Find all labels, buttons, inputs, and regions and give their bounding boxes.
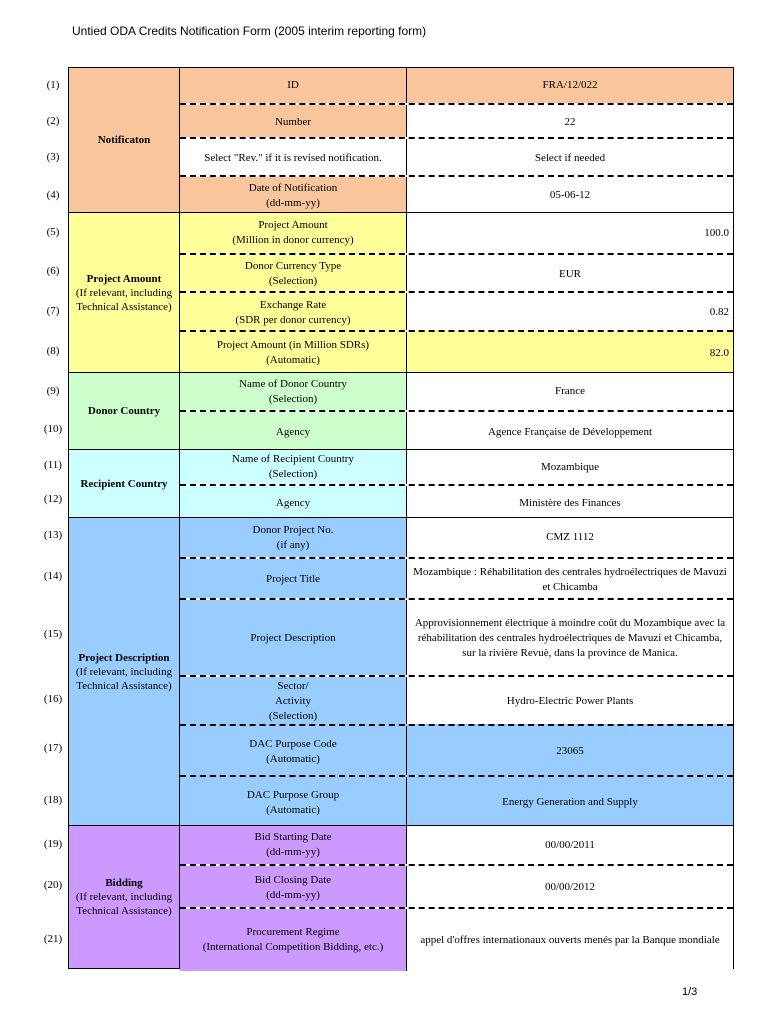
row-number: (18) (43, 794, 63, 806)
row-number: (4) (46, 189, 60, 201)
section-label-recipient-country (69, 450, 180, 517)
dac-purpose-group-value: Energy Generation and Supply (407, 777, 733, 828)
donor-country-select[interactable]: France (555, 385, 585, 397)
row-number: (6) (46, 265, 60, 277)
dac-purpose-code-value: 23065 (407, 726, 733, 777)
field-label: Date of Notification (dd-mm-yy) (180, 177, 407, 214)
bid-starting-date-value[interactable]: 00/00/2011 (545, 838, 595, 851)
row-number: (8) (46, 345, 60, 357)
row-number: (19) (43, 838, 63, 850)
project-amount-value[interactable]: 100.0 (704, 226, 729, 239)
field-label: Name of Recipient Country (Selection) (180, 450, 407, 484)
donor-project-no-value[interactable]: CMZ 1112 (546, 531, 594, 543)
row-number: (3) (46, 151, 60, 163)
row-number: (15) (43, 628, 63, 640)
currency-select[interactable]: EUR (559, 267, 581, 280)
bid-closing-date-value[interactable]: 00/00/2012 (544, 881, 596, 893)
row-number: (12) (43, 493, 63, 505)
field-label: Number (180, 105, 407, 139)
field-label: Exchange Rate (SDR per donor currency) (180, 293, 407, 332)
row-number: (11) (44, 459, 62, 471)
form-row-procurement-regime (180, 907, 733, 971)
page-number: 1/3 (682, 986, 698, 998)
form-row-date-of-notification (180, 175, 733, 214)
form-row-number (180, 103, 733, 139)
section-title: Project Description (78, 651, 170, 664)
form-row-revision (180, 137, 733, 177)
section-label-donor-country (69, 373, 180, 449)
form-row-project-amount (180, 213, 733, 253)
amount-sdr-value: 82.0 (407, 332, 733, 374)
section-title: Project Amount (86, 272, 162, 285)
section-title: Donor Country (87, 405, 161, 417)
number-value[interactable]: 22 (564, 115, 576, 128)
section-title: Notificaton (97, 134, 151, 146)
row-number: (16) (43, 693, 63, 705)
form-row-amount-sdr (180, 330, 733, 374)
form-row-dac-purpose-group (180, 775, 733, 828)
section-notification (69, 68, 733, 212)
form-row-exchange-rate (180, 291, 733, 332)
field-label: Donor Currency Type (Selection) (180, 255, 407, 293)
section-label-project-amount (69, 213, 180, 372)
form-row-recipient-country (180, 450, 733, 484)
row-number: (20) (43, 879, 63, 891)
section-title: Recipient Country (80, 477, 168, 490)
row-number: (17) (43, 742, 63, 754)
form-row-project-description (180, 598, 733, 677)
form-row-sector (180, 675, 733, 726)
exchange-rate-value[interactable]: 0.82 (709, 306, 729, 318)
row-number: (9) (46, 385, 60, 397)
row-number: (5) (46, 226, 60, 238)
field-label: Project Amount (Million in donor currency) (180, 213, 407, 253)
row-number: (14) (43, 570, 63, 582)
date-of-notification-value[interactable]: 05-06-12 (549, 189, 591, 201)
form-row-donor-project-no (180, 518, 733, 557)
form-row-dac-purpose-code (180, 724, 733, 777)
section-project-amount (69, 212, 733, 372)
field-label: Bid Closing Date (dd-mm-yy) (180, 866, 407, 909)
section-subtitle: (If relevant, including Technical Assistance) (75, 891, 173, 917)
section-project-description (69, 517, 733, 825)
form-row-bid-starting-date (180, 826, 733, 864)
form-row-donor-agency (180, 410, 733, 452)
form-row-id (180, 68, 733, 103)
document-title: Untied ODA Credits Notification Form (2005 interim reporting form) (72, 24, 427, 38)
form-row-bid-closing-date (180, 864, 733, 909)
field-label: Bid Starting Date (dd-mm-yy) (180, 826, 407, 864)
procurement-regime-value[interactable]: appel d'offres internationaux ouverts menés par la Banque mondiale (420, 933, 720, 946)
field-label: DAC Purpose Code (Automatic) (180, 726, 407, 777)
recipient-agency-value[interactable]: Ministère des Finances (519, 496, 621, 509)
field-label: DAC Purpose Group (Automatic) (180, 777, 407, 828)
section-bidding (69, 825, 733, 968)
field-label: Project Amount (in Million SDRs) (Automatic) (180, 332, 407, 374)
section-title: Bidding (105, 877, 143, 889)
field-label: Agency (180, 486, 407, 520)
form-row-donor-country (180, 373, 733, 410)
form-row-project-title (180, 557, 733, 600)
project-title-value[interactable]: Mozambique : Réhabilitation des centrales hydroélectriques de Mavuzi et Chicamba (413, 565, 727, 593)
section-subtitle: (If relevant, including Technical Assistance) (75, 665, 173, 692)
sector-select[interactable]: Hydro-Electric Power Plants (506, 695, 634, 707)
field-label: Name of Donor Country (Selection) (180, 373, 407, 410)
row-number: (1) (46, 79, 60, 91)
section-subtitle: (If relevant, including Technical Assistance) (75, 286, 173, 313)
revision-select[interactable]: Select if needed (534, 151, 606, 164)
row-number: (7) (46, 305, 60, 317)
section-label-notification (69, 68, 180, 212)
row-number: (21) (43, 933, 63, 945)
field-label: Agency (180, 412, 407, 452)
donor-agency-value[interactable]: Agence Française de Développement (487, 425, 652, 438)
field-label: Sector/ Activity (Selection) (180, 677, 407, 726)
section-recipient-country (69, 449, 733, 517)
row-number: (10) (43, 423, 63, 435)
field-label: Project Title (180, 559, 407, 600)
form-row-recipient-agency (180, 484, 733, 520)
row-number: (13) (43, 529, 63, 541)
row-number: (2) (46, 115, 60, 127)
notification-form (68, 67, 734, 969)
id-value[interactable]: FRA/12/022 (407, 68, 733, 103)
project-description-value[interactable]: Approvisionnement électrique à moindre coût du Mozambique avec la réhabilitation des centrales hydroélectriques de Mavuzi et Chicamba, sur la rivière Revuè, dans la province de Manica. (414, 617, 726, 659)
form-row-currency (180, 253, 733, 293)
field-label: Procurement Regime (International Competition Bidding, etc.) (180, 909, 407, 971)
field-label: Project Description (180, 600, 407, 677)
field-label: Select "Rev." if it is revised notification. (180, 139, 407, 177)
section-label-bidding (69, 826, 180, 968)
section-label-project-description (69, 518, 180, 825)
recipient-country-select[interactable]: Mozambique (540, 460, 600, 473)
section-donor-country (69, 372, 733, 449)
field-label: Donor Project No. (if any) (180, 518, 407, 557)
field-label: ID (180, 68, 407, 103)
